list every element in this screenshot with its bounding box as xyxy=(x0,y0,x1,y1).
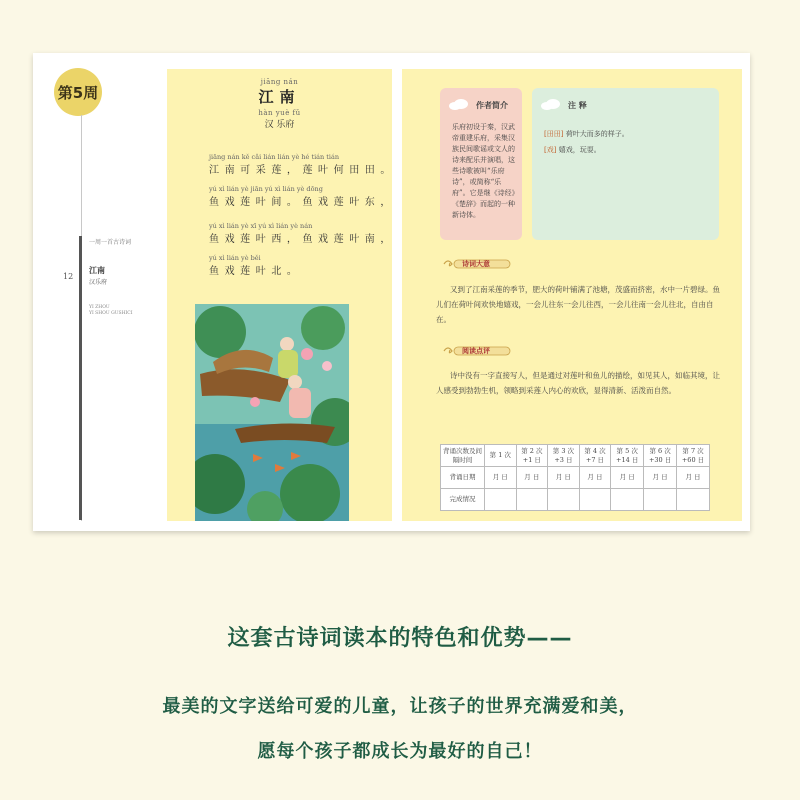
notes-box xyxy=(532,88,719,240)
date-cell[interactable]: 月 日 xyxy=(485,467,517,489)
poem-title: 江南 xyxy=(258,88,301,106)
meaning-heading: 诗词大意 xyxy=(462,259,490,268)
poem-author: 汉 乐府 xyxy=(264,120,295,130)
author-pinyin: hàn yuè fǔ xyxy=(258,109,301,117)
book-spread xyxy=(33,53,750,531)
author-intro-text: 乐府初设于秦，汉武帝重建乐府，采集汉族民间歌谣或文人的诗来配乐并演唱，这些诗歌被叫“乐府诗”，或简称“乐府”。它是继《诗经》《楚辞》而起的一种新诗体。 xyxy=(452,123,516,219)
verse-line: jiāng nán kě cǎi lián lián yè hé tián tián 江 南 可 采 莲 ， 莲 叶 何 田 田 。 xyxy=(209,153,392,176)
lotus-illustration xyxy=(195,304,349,521)
promo-line-2: 愿每个孩子都成长为最好的自己！ xyxy=(257,741,543,762)
table-header-cell: 第 2 次 +1 日 xyxy=(516,445,548,467)
side-english: YI ZHOU YI SHOU GUSHICI xyxy=(89,305,133,316)
verse-line: yú xì lián yè běi 鱼 戏 莲 叶 北 。 xyxy=(209,254,299,277)
meaning-text: 又到了江南采莲的季节，肥大的荷叶铺满了池塘，茂盛而挤密，水中一片碧绿。鱼儿们在荷叶间欢快地嬉戏，一会儿往东一会儿往西，一会儿往南一会儿往北，自由自在。 xyxy=(436,285,720,324)
table-header-cell: 背诵次数及间隔时间 xyxy=(441,445,485,467)
status-cell[interactable] xyxy=(611,489,644,511)
table-header-cell: 第 6 次 +30 日 xyxy=(644,445,677,467)
notes-list xyxy=(544,126,714,158)
date-cell[interactable]: 月 日 xyxy=(579,467,611,489)
side-title: 江南 xyxy=(89,265,105,275)
side-author: 汉乐府 xyxy=(89,279,108,286)
note-item: [戏] 嬉戏，玩耍。 xyxy=(544,146,601,154)
promo-line-1: 最美的文字送给可爱的儿童，让孩子的世界充满爱和美， xyxy=(162,696,638,717)
recitation-record-table xyxy=(440,444,710,511)
table-row xyxy=(441,445,710,467)
status-cell[interactable] xyxy=(485,489,517,511)
row-label: 背诵日期 xyxy=(441,467,485,489)
status-cell[interactable] xyxy=(677,489,710,511)
notes-page xyxy=(402,69,742,521)
date-cell[interactable]: 月 日 xyxy=(677,467,710,489)
note-item: [田田] 荷叶大而多的样子。 xyxy=(544,130,629,138)
week-badge: 第5周 xyxy=(54,68,102,116)
table-header-cell: 第 1 次 xyxy=(485,445,517,467)
author-intro-box xyxy=(440,88,522,240)
notes-heading: 注 释 xyxy=(568,99,587,110)
promo-title: 这套古诗词读本的特色和优势—— xyxy=(227,626,573,651)
date-cell[interactable]: 月 日 xyxy=(644,467,677,489)
cloud-icon xyxy=(540,99,562,111)
table-header-cell: 第 5 次 +14 日 xyxy=(611,445,644,467)
series-category: 一周一首古诗词 xyxy=(89,239,132,246)
reading-heading-block xyxy=(442,344,490,358)
page-number: 12 xyxy=(63,272,74,281)
status-cell[interactable] xyxy=(548,489,580,511)
table-header-cell: 第 3 次 +3 日 xyxy=(548,445,580,467)
status-cell[interactable] xyxy=(579,489,611,511)
verse-line: yú xì lián yè xī yú xì lián yè nán 鱼 戏 莲 叶 西 ， 鱼 戏 莲 叶 南 ， xyxy=(209,222,392,245)
table-row xyxy=(441,489,710,511)
margin-rule-thick xyxy=(79,236,82,520)
poem-page xyxy=(167,69,392,521)
reading-text: 诗中没有一字直接写人，但是通过对莲叶和鱼儿的描绘，如见其人，如临其境，让人感受到勃勃生机，领略到采莲人内心的欢欣，显得清新、活泼而自然。 xyxy=(436,371,720,395)
author-intro-heading: 作者简介 xyxy=(476,99,508,110)
row-label: 完成情况 xyxy=(441,489,485,511)
status-cell[interactable] xyxy=(644,489,677,511)
date-cell[interactable]: 月 日 xyxy=(548,467,580,489)
verse-line: yú xì lián yè jiān yú xì lián yè dōng 鱼 戏 莲 叶 间 。 鱼 戏 莲 叶 东 ， xyxy=(209,185,392,208)
table-row xyxy=(441,467,710,489)
title-pinyin: jiāng nán xyxy=(260,78,299,86)
table-header-cell: 第 7 次 +60 日 xyxy=(677,445,710,467)
meaning-heading-block xyxy=(442,257,490,271)
date-cell[interactable]: 月 日 xyxy=(516,467,548,489)
reading-heading: 阅读点评 xyxy=(462,346,490,355)
poem-header xyxy=(167,78,392,130)
cloud-icon xyxy=(448,99,470,111)
left-margin xyxy=(33,53,163,531)
status-cell[interactable] xyxy=(516,489,548,511)
date-cell[interactable]: 月 日 xyxy=(611,467,644,489)
table-header-cell: 第 4 次 +7 日 xyxy=(579,445,611,467)
